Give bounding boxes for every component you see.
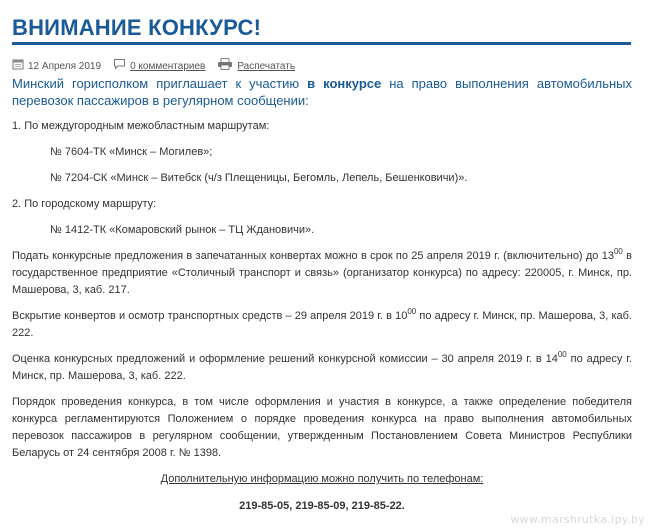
opening-paragraph: [12, 308, 632, 342]
article-date: 12 Апреля 2019: [28, 61, 102, 72]
time-superscript: 00: [557, 350, 567, 359]
evaluation-paragraph: [12, 351, 632, 385]
intro-emphasis: в конкурсе: [307, 76, 382, 91]
page-title: ВНИМАНИЕ КОНКУРС!: [12, 15, 262, 40]
intro-text: Минский горисполком приглашает к участию: [12, 76, 308, 91]
section1-heading: 1. По междугородным межобластным маршрутам:: [12, 120, 270, 132]
printer-icon[interactable]: [217, 58, 233, 76]
time-superscript: 00: [407, 307, 417, 316]
section2-heading: 2. По городскому маршруту:: [12, 198, 157, 210]
opening-text: Вскрытие конвертов и осмотр транспортных средств – 29 апреля 2019 г. в 10: [12, 310, 408, 322]
time-superscript: 00: [613, 247, 623, 256]
opening-text-end: по адресу г. Минск, пр. Машерова, 3, каб. 222.: [12, 310, 632, 339]
site-watermark: www.marshrutka.lpy.by: [510, 513, 645, 526]
evaluation-text: Оценка конкурсных предложений и оформление решений конкурсной комиссии – 30 апреля 2019 г. в 14: [12, 353, 558, 365]
info-label: [12, 471, 632, 488]
submission-text: Подать конкурсные предложения в запечатанных конвертах можно в срок по 25 апреля 2019 г. (включительно) до 13: [12, 250, 614, 262]
submission-paragraph: [12, 248, 632, 299]
intro-text-end: на право выполнения автомобильных перевозок пассажиров в регулярном сообщении:: [12, 76, 632, 108]
evaluation-text-end: по адресу г. Минск, пр. Машерова, 3, каб. 222.: [12, 353, 632, 382]
article: [12, 0, 632, 515]
route-item: № 7204-СК «Минск – Витебск (ч/з Плещеницы, Бегомль, Лепель, Бешенковичи)».: [50, 172, 468, 184]
calendar-icon: [12, 58, 24, 76]
article-meta: [12, 59, 632, 75]
info-label-text: Дополнительную информацию можно получить по телефонам:: [160, 473, 484, 485]
procedure-paragraph: Порядок проведения конкурса, в том числе оформления и участия в конкурсе, а также определение победителя конкурса регламентируются Положением о порядке проведения конкурса на право выполнения автомобильных перевозок пассажиров в регулярном сообщении, утвержденным Постановлением Совета Министров Республики Беларусь от 24 сентября 2008 г. № 1398.: [12, 396, 632, 459]
route-item: № 1412-ТК «Комаровский рынок – ТЦ Ждановичи».: [50, 224, 315, 236]
intro-paragraph: [12, 75, 632, 109]
print-link[interactable]: Распечатать: [237, 61, 296, 72]
comments-link[interactable]: 0 комментариев: [130, 61, 206, 72]
title-divider: [12, 42, 631, 45]
route-item: № 7604-ТК «Минск – Могилев»;: [50, 146, 213, 158]
comment-icon: [113, 58, 126, 76]
submission-text-end: в государственное предприятие «Столичный транспорт и связь» (организатор конкурса) по адресу: 220005, г. Минск, пр. Машерова, 3, каб. 217.: [12, 250, 632, 296]
phone-numbers: 219-85-05, 219-85-09, 219-85-22.: [239, 500, 405, 512]
